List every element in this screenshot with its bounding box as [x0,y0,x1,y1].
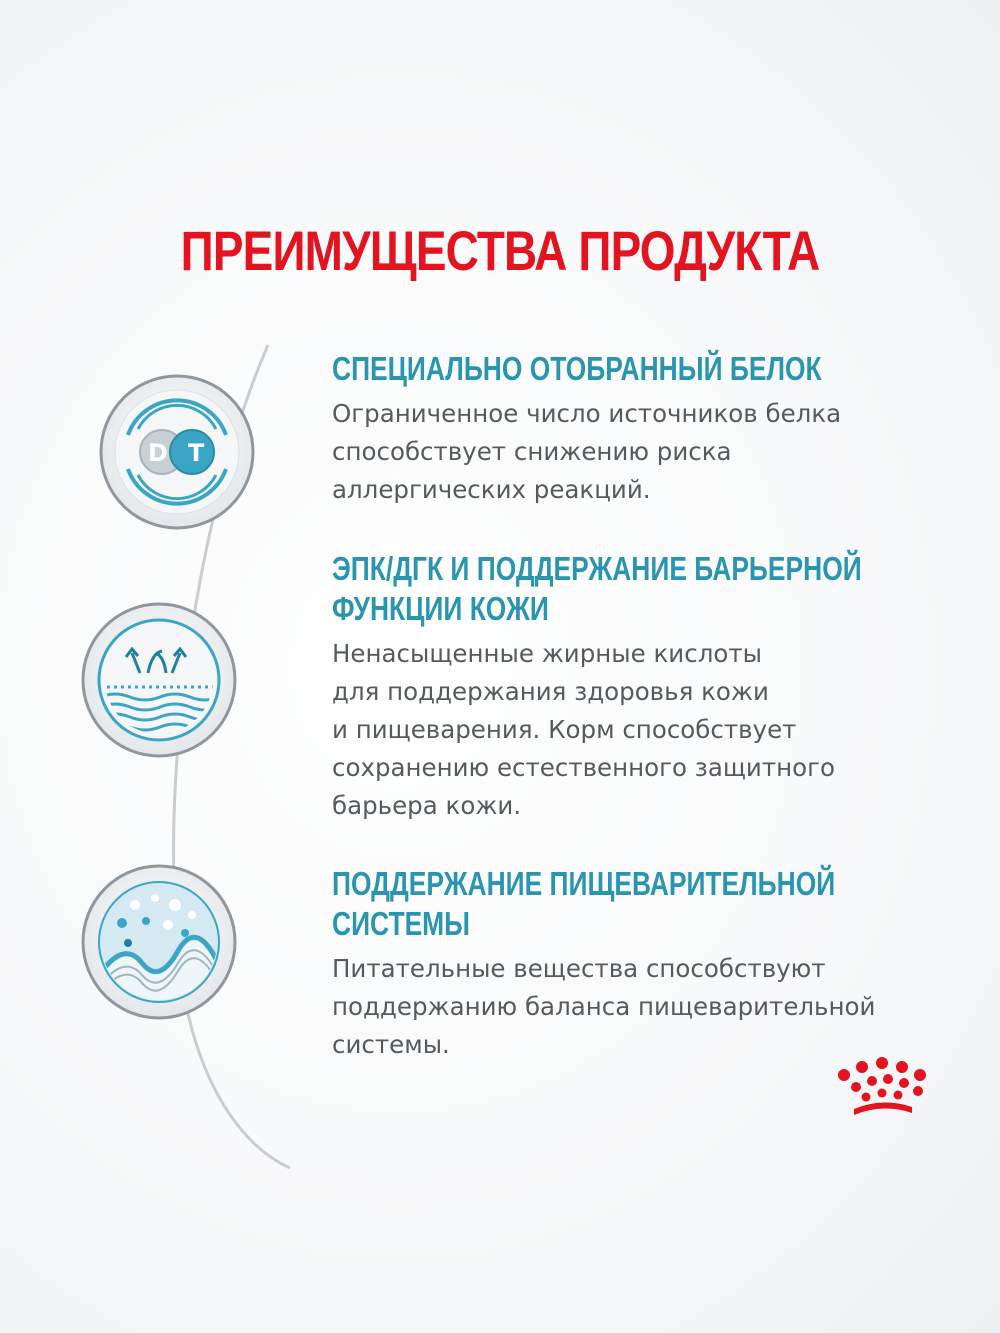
feature-title: ПОДДЕРЖАНИЕ ПИЩЕВАРИТЕЛЬНОЙ СИСТЕМЫ [332,865,836,942]
icon-letter-d: D [148,439,168,467]
feature-protein [332,349,952,509]
digestive-system-icon [80,863,238,1021]
skin-barrier-icon [80,601,238,759]
royal-canin-crown-logo [832,1057,942,1119]
feature-text: Ограниченное число источников белка способствует снижению риска аллергических реакций. [332,399,842,504]
feature-title: СПЕЦИАЛЬНО ОТОБРАННЫЙ БЕЛОК [332,350,822,387]
feature-digestive [332,864,952,1064]
protein-dt-icon [98,373,256,531]
feature-skin-barrier [332,549,952,825]
icon-letter-t: T [187,439,205,467]
feature-title: ЭПК/ДГК И ПОДДЕРЖАНИЕ БАРЬЕРНОЙ ФУНКЦИИ КОЖИ [332,550,862,627]
feature-text: Ненасыщенные жирные кислоты для поддержания здоровья кожи и пищеварения. Корм способствует сохранению естественного защитного барьера кожи. [332,639,835,820]
page-title: ПРЕИМУЩЕСТВА ПРОДУКТА [180,219,820,282]
feature-text: Питательные вещества способствуют поддержанию баланса пищеварительной системы. [332,954,876,1059]
